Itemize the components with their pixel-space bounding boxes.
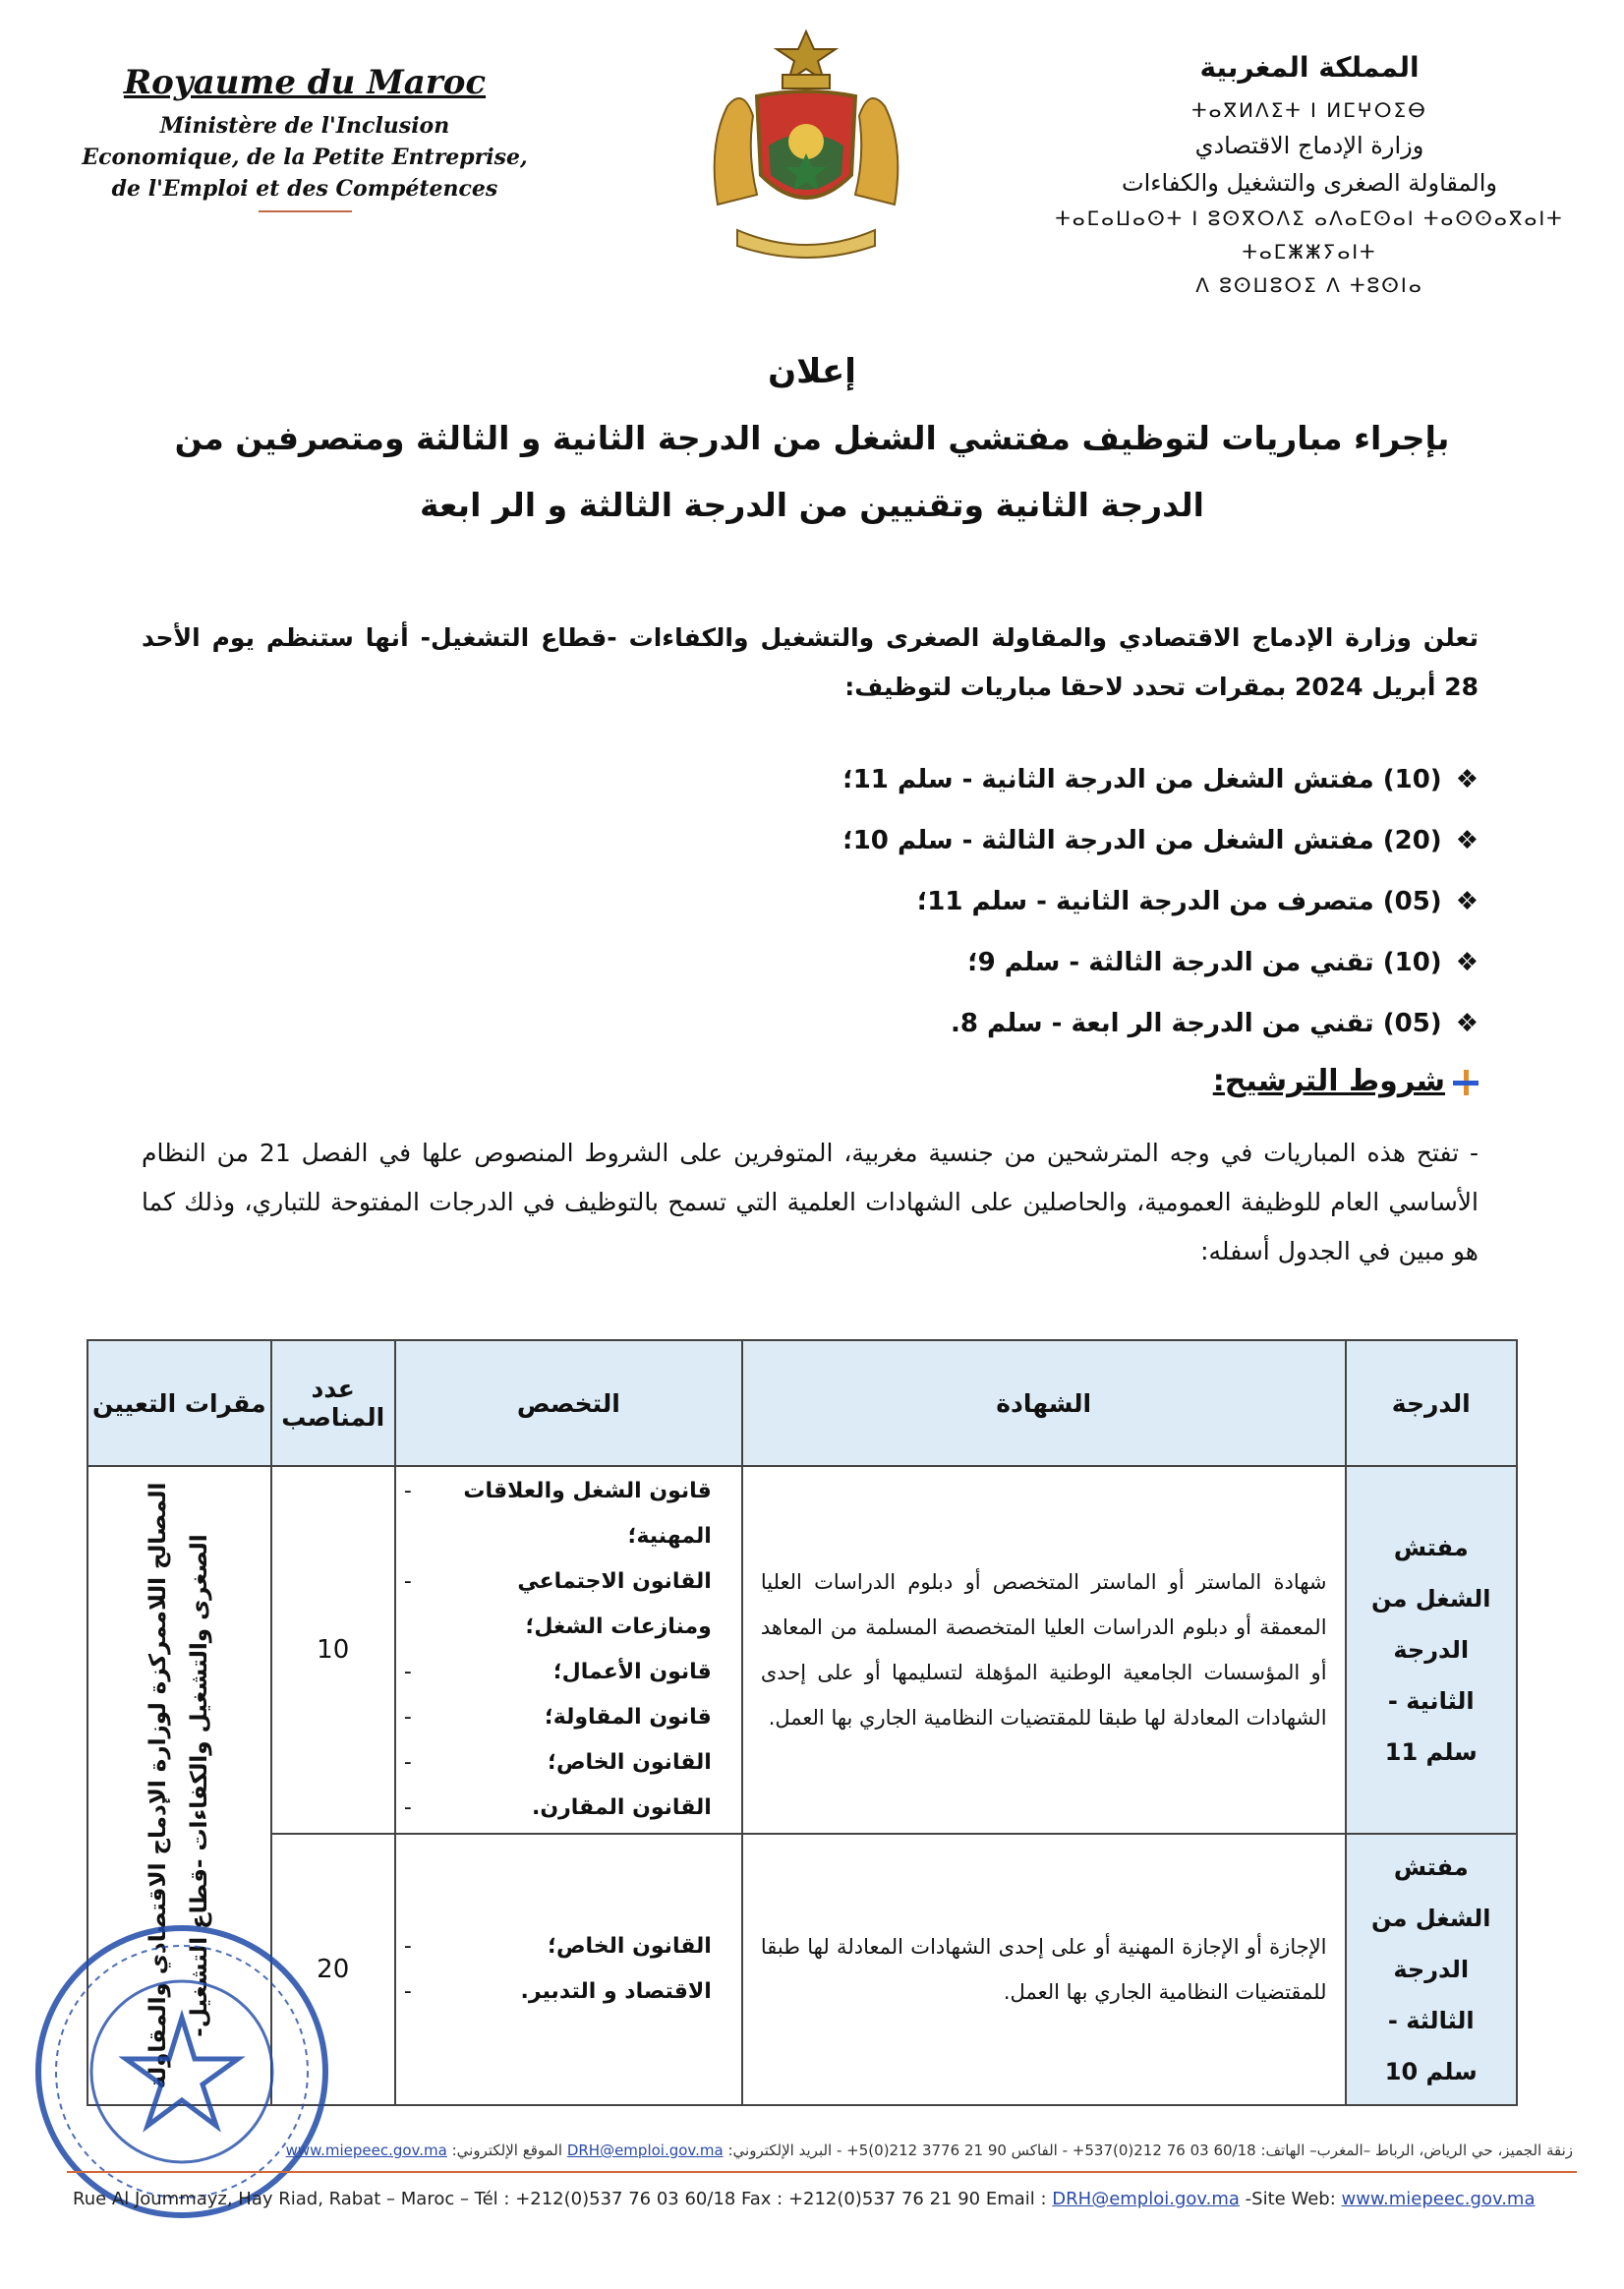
ministry-line-fr-2: Economique, de la Petite Entreprise,: [82, 145, 528, 170]
diamond-bullet-icon: ❖: [1455, 887, 1479, 916]
diamond-bullet-icon: ❖: [1455, 948, 1479, 977]
table-header-row: [87, 1340, 1517, 1466]
list-item: ❖(05) متصرف من الدرجة الثانية - سلم 11؛: [201, 871, 1479, 932]
conditions-paragraph: - تفتح هذه المباريات في وجه المترشحين من جنسية مغربية، المتوفرين على الشروط المنصوص علها في الفصل 21 من النظام الأساسي العام للوظيفة العمومية، والحاصلين على الشهادات العلمية التي تسمح بالتوظيف في الدرجات المفتوحة للتباري، وذلك كما هو مبين في الجدول أسفله:: [142, 1139, 1479, 1265]
diploma-cell: الإجازة أو الإجازة المهنية أو على إحدى الشهادات المعادلة لها طبقا للمقتضيات النظامية الجاري بها العمل.: [742, 1834, 1346, 2105]
announcement-title: إعلان: [768, 352, 856, 391]
header-seats: مقرات التعيين: [87, 1340, 271, 1466]
list-item: ❖(05) تقني من الدرجة الر ابعة - سلم 8.: [201, 993, 1479, 1054]
list-item: - الاقتصاد و التدبير.: [404, 1969, 733, 2015]
ministry-tifinagh-1: ⵜⴰⵎⴰⵡⴰⵙⵜ ⵏ ⵓⵙⴳⵔⴷⵉ ⴰⴷⴰⵎⵙⴰⵏ ⵜⴰⵙⵙⴰⴳⴰⵏⵜ ⵜⴰⵎⵥⵥⵢⴰⵏⵜ: [1055, 206, 1564, 264]
list-item: - القانون الخاص؛: [404, 1924, 733, 1969]
official-stamp-icon: [29, 1919, 334, 2224]
header-positions: عدد المناصب: [271, 1340, 395, 1466]
diamond-bullet-icon: ❖: [1455, 826, 1479, 855]
positions-list: [201, 749, 1479, 1054]
kingdom-title-tifinagh: ⵜⴰⴳⵍⴷⵉⵜ ⵏ ⵍⵎⵖⵔⵉⴱ: [1191, 98, 1427, 122]
list-item: - القانون الاجتماعي ومنازعات الشغل؛: [404, 1559, 733, 1650]
cross-bullet-icon: [1453, 1070, 1479, 1095]
kingdom-title-fr: Royaume du Maroc: [123, 63, 487, 102]
header-diploma: الشهادة: [742, 1340, 1346, 1466]
french-header: [59, 63, 551, 212]
ministry-line-fr-1: Ministère de l'Inclusion: [159, 113, 450, 139]
diploma-cell: شهادة الماستر أو الماستر المتخصص أو دبلوم الدراسات العليا المعمقة أو دبلوم الدراسات العليا المتخصصة المسلمة من المعاهد أو المؤسسات الجامعية الوطنية المؤهلة لتسليمها أو على إحدى الشهادات المعادلة لها طبقا للمقتضيات النظامية الجاري بها العمل.: [742, 1466, 1346, 1834]
diamond-bullet-icon: ❖: [1455, 765, 1479, 794]
list-item: - القانون المقارن.: [404, 1786, 733, 1831]
list-item: ❖(10) تقني من الدرجة الثالثة - سلم 9؛: [201, 932, 1479, 993]
footer-arabic: زنقة الجميز، حي الرياض، الرباط –المغرب– الهاتف: 60/18 03 76 212(0)537+ - الفاكس 90 21 3776 212(0)5+ - البريد الإلكتروني: DRH@emploi.gov.ma الموقع الإلكتروني: www.miepeec.gov.ma: [285, 2142, 1573, 2159]
kingdom-title-ar: المملكة المغربية: [1199, 51, 1420, 84]
header-degree: الدرجة: [1346, 1340, 1517, 1466]
specialty-cell: [395, 1834, 742, 2105]
table-row: [87, 1466, 1517, 1834]
announcement-subtitle-1: بإجراء مباريات لتوظيف مفتشي الشغل من الدرجة الثانية و الثالثة ومتصرفين من: [174, 419, 1450, 457]
positions-cell: 20: [271, 1834, 395, 2105]
ministry-line-ar-2: والمقاولة الصغرى والتشغيل والكفاءات: [1122, 169, 1497, 197]
announcement-subtitle-2: الدرجة الثانية وتقنيين من الدرجة الثالثة و الر ابعة: [420, 486, 1204, 524]
list-item: - قانون الشغل والعلاقات المهنية؛: [404, 1469, 733, 1559]
conditions-heading: شروط الترشيح:: [1213, 1064, 1479, 1098]
footer-email-link-ar[interactable]: DRH@emploi.gov.ma: [566, 2142, 724, 2159]
footer-site-link-fr[interactable]: www.miepeec.gov.ma: [1341, 2189, 1536, 2209]
ministry-line-ar-1: وزارة الإدماج الاقتصادي: [1194, 132, 1424, 159]
ministry-tifinagh-2: ⴷ ⵓⵙⵡⵓⵔⵉ ⴷ ⵜⵓⵙⵏⴰ: [1195, 273, 1423, 297]
list-item: - قانون المقاولة؛: [404, 1695, 733, 1740]
diamond-bullet-icon: ❖: [1455, 1009, 1479, 1038]
list-item: - قانون الأعمال؛: [404, 1650, 733, 1695]
positions-cell: 10: [271, 1466, 395, 1834]
seats-text: المصالح اللاممركزة لوزارة الإدماج الاقتصادي والمقاولة الصغرى والتشغيل والكفاءات -قطاع التشغيل-: [145, 1482, 213, 2089]
list-item: ❖(10) مفتش الشغل من الدرجة الثانية - سلم 11؛: [201, 749, 1479, 810]
footer-french: Rue Al Joummayz, Hay Riad, Rabat – Maroc – Tél : +212(0)537 76 03 60/18 Fax : +212(0)537 76 21 90 Email : DRH@emploi.gov.ma -Site Web: www.miepeec.gov.ma: [73, 2189, 1536, 2209]
specialty-cell: [395, 1466, 742, 1834]
footer-site-link-ar[interactable]: www.miepeec.gov.ma: [285, 2142, 447, 2159]
intro-paragraph: تعلن وزارة الإدماج الاقتصادي والمقاولة الصغرى والتشغيل والكفاءات -قطاع التشغيل- أنها ستنظم يوم الأحد 28 أبريل 2024 بمقرات تحدد لاحقا مباريات لتوظيف:: [142, 623, 1479, 701]
list-item: - القانون الخاص؛: [404, 1740, 733, 1786]
footer-email-link-fr[interactable]: DRH@emploi.gov.ma: [1052, 2189, 1240, 2209]
coat-of-arms-icon: [688, 28, 924, 268]
footer-divider: [67, 2171, 1577, 2173]
degree-cell: مفتش الشغل من الدرجة الثالثة - سلم 10: [1346, 1834, 1517, 2105]
ministry-line-fr-3: de l'Emploi et des Compétences: [111, 176, 498, 202]
list-item: ❖(20) مفتش الشغل من الدرجة الثالثة - سلم 10؛: [201, 810, 1479, 871]
header-divider: [259, 210, 352, 212]
degree-cell: مفتش الشغل من الدرجة الثانية - سلم 11: [1346, 1466, 1517, 1834]
arabic-header: [1054, 51, 1565, 302]
header-specialty: التخصص: [395, 1340, 742, 1466]
